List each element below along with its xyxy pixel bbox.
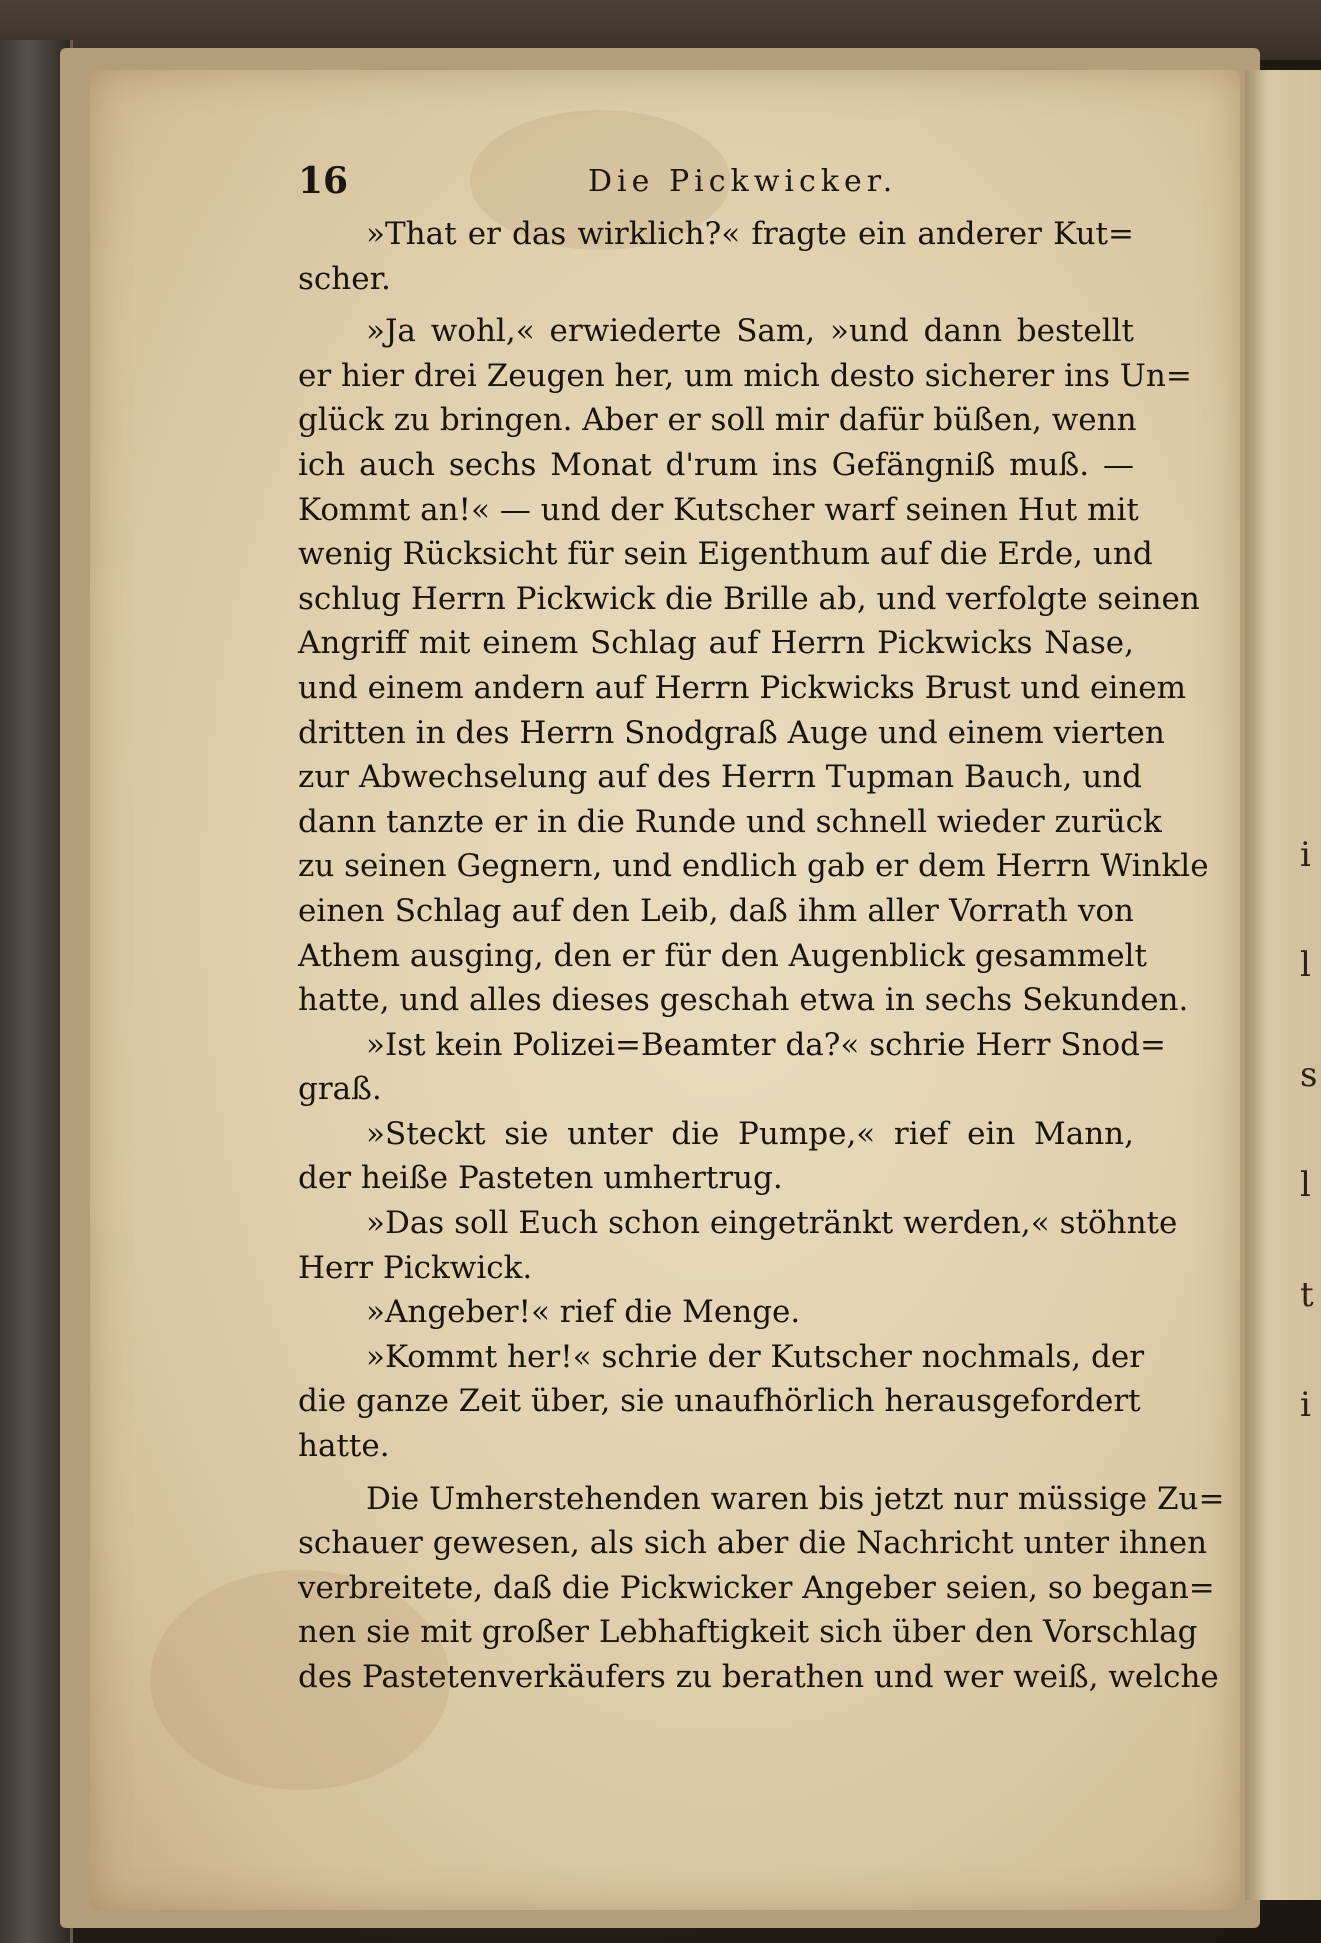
text-line: schauer gewesen, als sich aber die Nachricht unter ihnen xyxy=(298,1525,1208,1562)
text-line: Die Umherstehenden waren bis jetzt nur müssige Zu= xyxy=(366,1480,1225,1517)
text-line: die ganze Zeit über, sie unaufhörlich herausgefordert xyxy=(298,1383,1141,1420)
text-line: dritten in des Herrn Snodgraß Auge und einem vierten xyxy=(298,714,1165,751)
text-line: zu seinen Gegnern, und endlich gab er dem Herrn Winkle xyxy=(298,848,1209,885)
text-line: Athem ausging, den er für den Augenblick gesammelt xyxy=(298,937,1147,974)
page-header xyxy=(298,160,1138,210)
text-line: hatte, und alles dieses geschah etwa in sechs Sekunden. xyxy=(298,982,1189,1019)
text-line: und einem andern auf Herrn Pickwicks Brust und einem xyxy=(298,669,1186,706)
fragment: i xyxy=(1300,1385,1311,1425)
text-line: hatte. xyxy=(298,1428,390,1465)
text-line: Herr Pickwick. xyxy=(298,1249,533,1286)
text-line: glück zu bringen. Aber er soll mir dafür büßen, wenn xyxy=(298,402,1137,439)
fragment: s xyxy=(1300,1055,1318,1095)
page-number: 16 xyxy=(298,160,349,202)
text-line: »That er das wirklich?« fragte ein anderer Kut= xyxy=(366,216,1134,252)
text-line: wenig Rücksicht für sein Eigenthum auf die Erde, und xyxy=(298,536,1153,573)
text-line: ich auch sechs Monat d'rum ins Gefängniß muß. — xyxy=(298,446,1134,483)
text-line: zur Abwechselung auf des Herrn Tupman Bauch, und xyxy=(298,759,1142,796)
text-line: verbreitete, daß die Pickwicker Angeber seien, so began= xyxy=(298,1569,1215,1606)
text-line: graß. xyxy=(298,1071,382,1108)
fragment: i xyxy=(1300,835,1311,875)
text-line: Angriff mit einem Schlag auf Herrn Pickwicks Nase, xyxy=(298,625,1134,662)
fragment: t xyxy=(1300,1275,1314,1315)
text-line: »Steckt sie unter die Pumpe,« rief ein Mann, xyxy=(366,1115,1134,1152)
fragment: l xyxy=(1300,945,1311,985)
text-line: nen sie mit großer Lebhaftigkeit sich über den Vorschlag xyxy=(298,1614,1198,1651)
body-text xyxy=(298,212,1225,1700)
facing-page-fragments xyxy=(1300,800,1317,1460)
text-line: »Das soll Euch schon eingetränkt werden,« stöhnte xyxy=(366,1205,1178,1242)
text-line: »Kommt her!« schrie der Kutscher nochmals, der xyxy=(366,1338,1145,1375)
text-line: scher. xyxy=(298,260,391,297)
running-title: Die Pickwicker. xyxy=(588,164,898,199)
text-line: der heiße Pasteten umhertrug. xyxy=(298,1160,783,1197)
text-line: schlug Herrn Pickwick die Brille ab, und verfolgte seinen xyxy=(298,580,1200,617)
text-line: dann tanzte er in die Runde und schnell wieder zurück xyxy=(298,803,1162,840)
text-line: er hier drei Zeugen her, um mich desto sicherer ins Un= xyxy=(298,357,1192,394)
text-line: einen Schlag auf den Leib, daß ihm aller Vorrath von xyxy=(298,892,1134,929)
text-line: des Pastetenverkäufers zu berathen und wer weiß, welche xyxy=(298,1659,1219,1695)
text-line: »Ist kein Polizei=Beamter da?« schrie Herr Snod= xyxy=(366,1026,1166,1063)
text-line: »Ja wohl,« erwiederte Sam, »und dann bestellt xyxy=(366,313,1134,350)
text-line: »Angeber!« rief die Menge. xyxy=(366,1294,801,1331)
text-line: Kommt an!« — und der Kutscher warf seinen Hut mit xyxy=(298,491,1139,528)
fragment: l xyxy=(1300,1165,1311,1205)
